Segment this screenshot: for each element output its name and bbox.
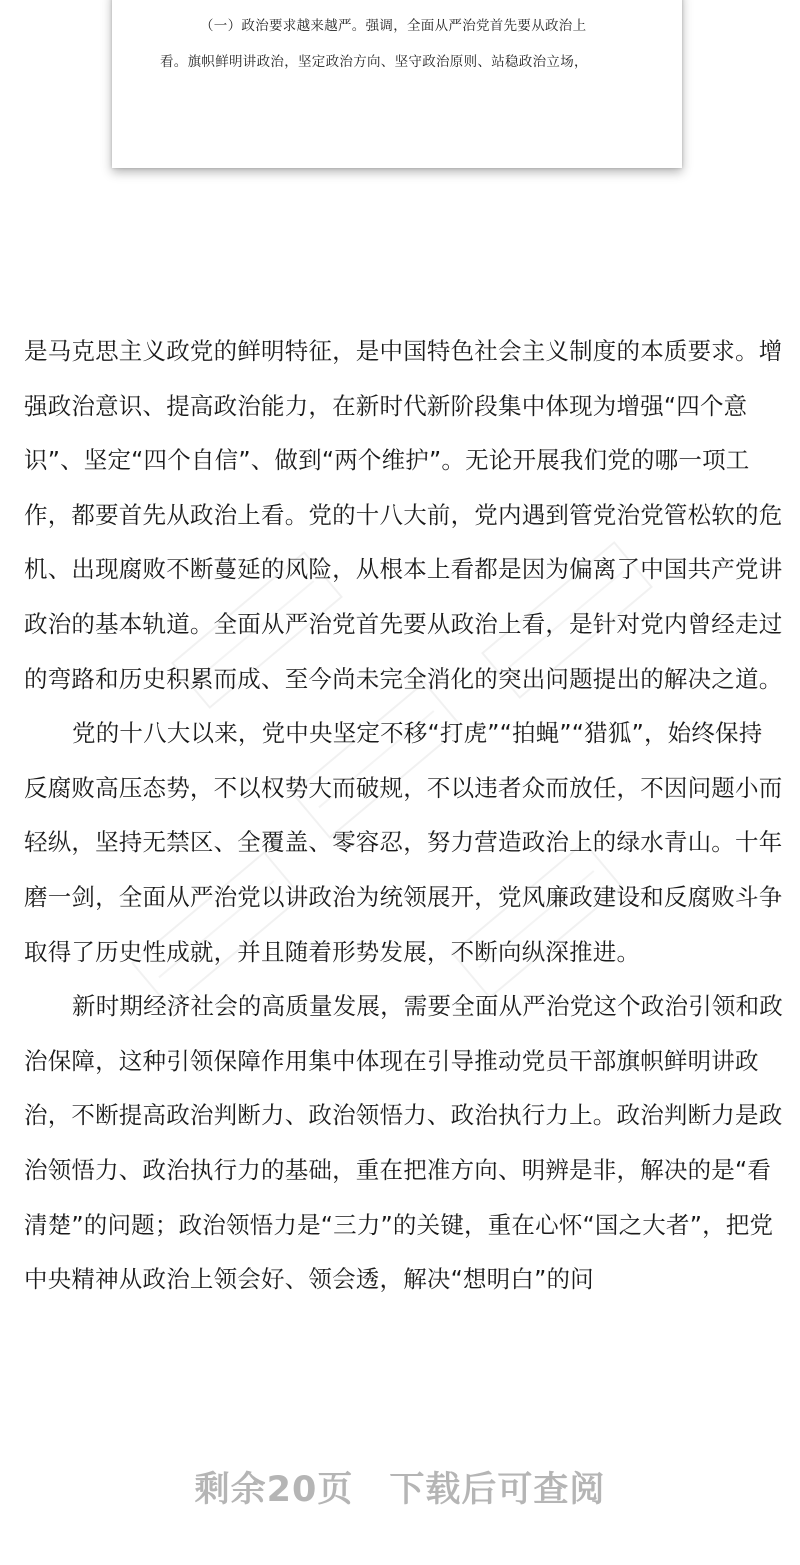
document-body <box>24 324 784 1307</box>
paragraph: 新时期经济社会的高质量发展，需要全面从严治党这个政治引领和政治保障，这种引领保障作用集中体现在引导推动党员干部旗帜鲜明讲政治，不断提高政治判断力、政治领悟力、政治执行力上。政治判断力是政治领悟力、政治执行力的基础，重在把准方向、明辨是非，解决的是“看清楚”的问题；政治领悟力是“三力”的关键，重在心怀“国之大者”，把党中央精神从政治上领会好、领会透，解决“想明白”的问 <box>24 992 783 1294</box>
preview-card <box>112 0 682 168</box>
download-prompt[interactable] <box>0 1462 800 1512</box>
paragraph: 党的十八大以来，党中央坚定不移“打虎”“拍蝇”“猎狐”，始终保持反腐败高压态势，不以权势大而破规，不以违者众而放任，不因问题小而轻纵，坚持无禁区、全覆盖、零容忍，努力营造政治上的绿水青山。十年磨一剑，全面从严治党以讲政治为统领展开，党风廉政建设和反腐败斗争取得了历史性成就，并且随着形势发展，不断向纵深推进。 <box>24 719 783 966</box>
remaining-pages-label: 剩余20页 <box>194 1470 354 1510</box>
preview-line-2: 看。旗帜鲜明讲政治，坚定政治方向、坚守政治原则、站稳政治立场， <box>160 54 588 70</box>
download-to-view-label[interactable]: 下载后可查阅 <box>389 1470 606 1510</box>
preview-line-1: （一）政治要求越来越严。强调，全面从严治党首先要从政治上 <box>200 18 587 34</box>
paragraph: 是马克思主义政党的鲜明特征，是中国特色社会主义制度的本质要求。增强政治意识、提高政治能力，在新时代新阶段集中体现为增强“四个意识”、坚定“四个自信”、做到“两个维护”。无论开展我们党的哪一项工作，都要首先从政治上看。党的十八大前，党内遇到管党治党管松软的危机、出现腐败不断蔓延的风险，从根本上看都是因为偏离了中国共产党讲政治的基本轨道。全面从严治党首先要从政治上看，是针对党内曾经走过的弯路和历史积累而成、至今尚未完全消化的突出问题提出的解决之道。 <box>24 337 783 693</box>
